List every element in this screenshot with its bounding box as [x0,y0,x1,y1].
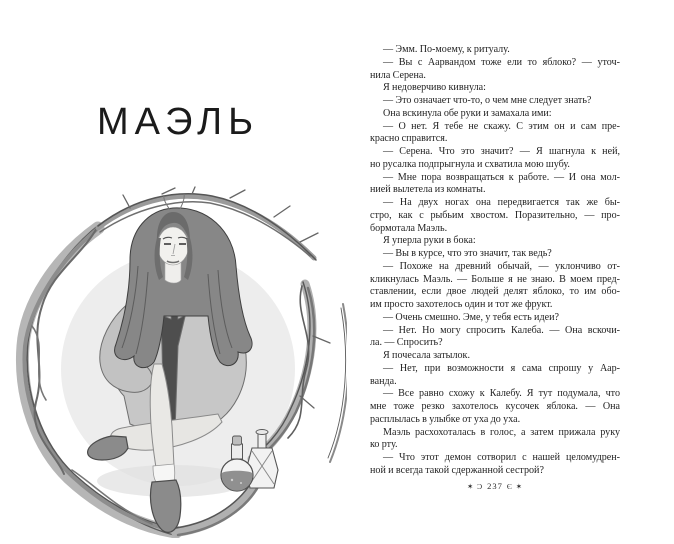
text-line: мне тоже резко захотелось кусочек яблока. — Она [370,401,620,412]
text-line: ставлении, если двое людей делят яблоко, то им обо- [370,286,620,298]
text-line: — Вы с Аарвандом тоже ели то яблоко? — уточ- [383,56,620,68]
text-line: кликнулась Маэль. — Больше я не знаю. В моем пред- [370,273,620,285]
text-line: — На двух ногах она передвигается так же бы- [383,197,620,208]
text-line: ванда. [370,375,397,387]
text-line: красно справится. [370,133,448,145]
text-line: — Это означает что-то, о чем мне следует знать? [383,95,592,106]
text-line: но русалка подпрыгнула и схватила мою шубу. [370,158,570,170]
text-column [370,44,620,478]
text-line: — Мне пора возвращаться к работе. — И она мол- [383,171,620,183]
text-line: — Эмм. По-моему, к ритуалу. [383,44,510,55]
text-line: Маэль расхохоталась в голос, а затем прижала руку [383,426,620,438]
text-line: Я уперла руки в бока: [383,235,476,247]
footer-ornament-right: Є ✶ [506,482,524,491]
text-line: расплылась в улыбке от уха до уха. [370,413,521,425]
text-line: им просто захотелось один и тот же фрукт. [370,299,553,310]
text-line: — Серена. Что это значит? — Я шагнула к ней, [383,146,620,157]
footer-ornament-left: ✶ Ɔ [466,482,484,491]
chapter-illustration [12,186,347,538]
text-line: — Все равно схожу к Калебу. Я тут подумала, что [383,388,620,400]
text-line: — Что этот демон сотворил с нашей целомудрен- [383,452,620,463]
text-line: нией вылетела из комнаты. [370,184,486,196]
text-line: Я недоверчиво кивнула: [383,82,486,94]
text-line: Она вскинула обе руки и замахала ими: [383,107,552,119]
chapter-title: МАЭЛЬ [96,101,260,143]
text-line: — Нет, при возможности я сама спрошу у Аар- [383,362,620,374]
right-page [370,0,620,544]
page-number: 237 [487,481,503,491]
text-line: стро, как с рыбьим хвостом. Поразительно, — про- [370,209,620,221]
text-line: — Вы в курсе, что это значит, так ведь? [383,248,552,259]
text-line: нила Серена. [370,69,426,81]
text-line: — Похоже на древний обычай, — уклончиво от- [383,260,620,272]
text-line: ла. — Спросить? [370,337,443,349]
text-line: ной и всегда такой сдержанной сестрой? [370,464,544,476]
text-line: Я почесала затылок. [383,350,470,361]
page-footer [370,481,620,491]
text-line: бормотала Маэль. [370,222,448,234]
text-line: — Нет. Но могу спросить Калеба. — Она вскочи- [383,324,620,336]
text-line: — О нет. Я тебе не скажу. С этим он и сам пре- [383,120,620,132]
text-line: ко рту. [370,439,398,451]
text-line: — Очень смешно. Эме, у тебя есть идеи? [383,311,559,323]
